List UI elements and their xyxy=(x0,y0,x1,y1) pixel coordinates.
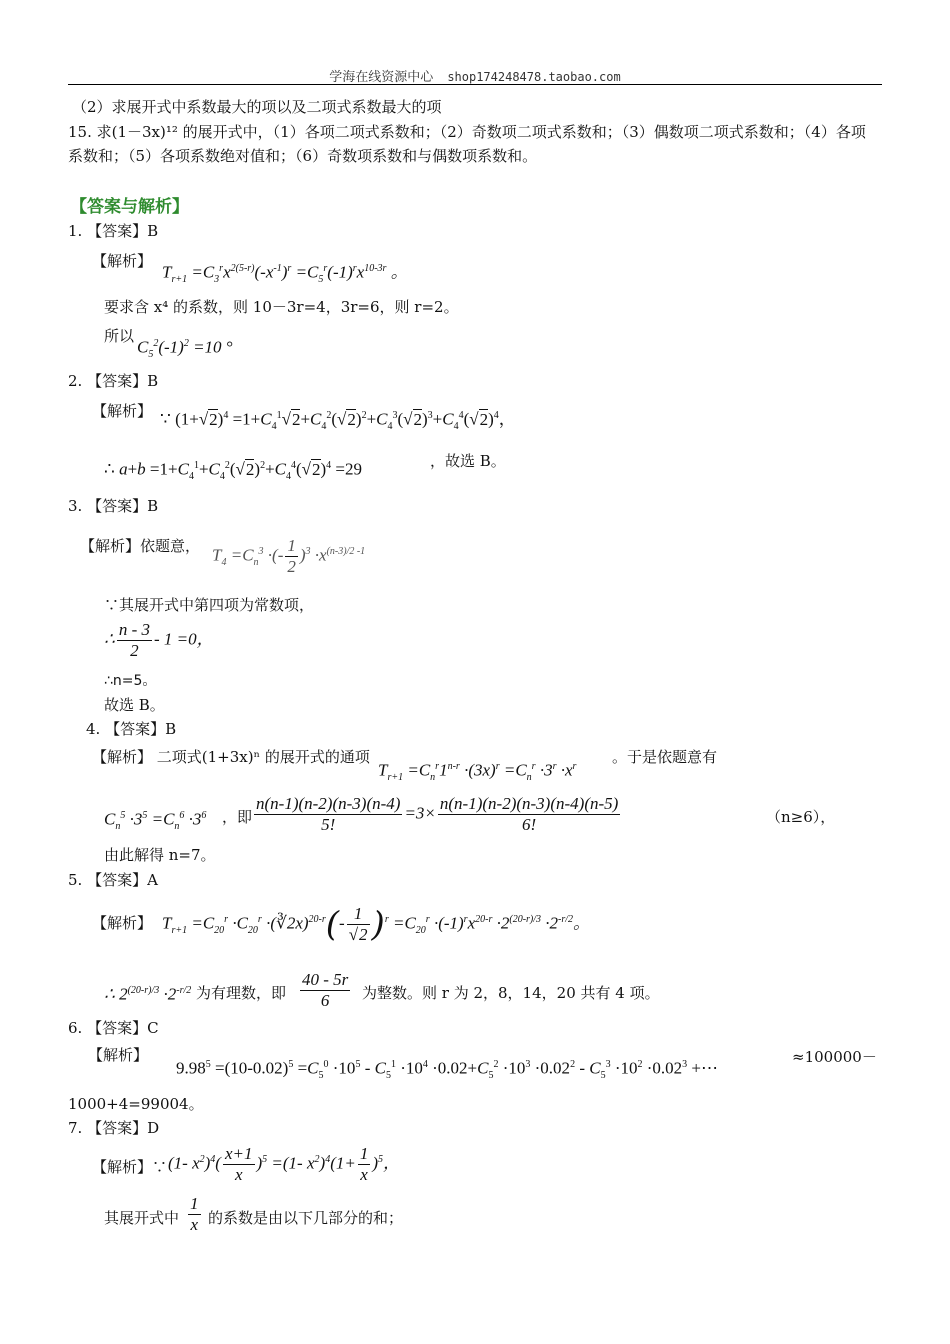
answer-7: 7. 【答案】D xyxy=(68,1119,160,1137)
answer-1: 1. 【答案】B xyxy=(68,222,159,240)
formula-4b: $C_n^5 \cdot 3^5 =C_n^6 \cdot 3^6$ xyxy=(104,809,207,833)
formula-2b: ∴ $a+b =1+C_4^1+C_4^2(√2)^2+C_4^4(√2)^4 =29$ xyxy=(104,459,363,483)
formula-3b: ∴ $\frac{n - 3}{2}$ - 1 =0， xyxy=(104,620,214,660)
formula-5a: $T_{r+1} =C_{20}^r \cdot C_{20}^r$ ·(∛2x)$^{20-r}$(- $\frac{1}{√2}$ )$^r =C_{20}^r \cdot(-1)^rx^{20-r} \cdot 2^{(20-r)/3} \cdot 2^{-r/2}$。 xyxy=(162,904,591,945)
answer-3: 3. 【答案】B xyxy=(68,497,159,515)
header-rule xyxy=(68,84,882,85)
answers-section-title: 【答案与解析】 xyxy=(70,197,189,217)
analysis-2-tail: ，故选 B。 xyxy=(430,452,506,470)
formula-3a: $T_4 =C_n^3$ ·(- $\frac{1}{2}$ )$^3 \cdot x^{(n-3)/2 -1}$ xyxy=(212,536,366,576)
formula-6: $9.98^5 =(10-0.02)^5 =C_5^0 \cdot 10^5 - C_5^1 \cdot 10^4 \cdot 0.02+C_5^2 \cdot 10^3 \cdot 0.02^2 - C_5^3 \cdot 10^2 \cdot 0.02^3$ +⋯ xyxy=(176,1058,719,1082)
analysis-3-label: 【解析】依题意， xyxy=(80,537,201,555)
formula-5b: ∴ $2^{(20-r)/3} \cdot 2^{-r/2}$ xyxy=(104,984,192,1004)
analysis-3-line4: ∴n=5。 xyxy=(104,673,157,689)
formula-2a: ∵ $(1+√2)^4 =1+C_4^1√2+C_4^2(√2)^2+C_4^3(√2)^3+C_4^4(√2)^4$， xyxy=(160,409,516,433)
q15-line1: 15. 求(1－3x)¹² 的展开式中，（1）各项二项式系数和；（2）奇数项二项式系数和；（3）偶数项二项式系数和；（4）各项 xyxy=(68,123,866,141)
q14-part2: （2）求展开式中系数最大的项以及二项式系数最大的项 xyxy=(72,98,442,116)
analysis-4-ji: ，即 xyxy=(222,808,253,826)
formula-4a: $T_{r+1} =C_n^r1^{n-r} \cdot(3x)^r =C_n^r \cdot 3^r \cdot x^r$ xyxy=(378,760,577,784)
formula-4c: $\frac{n(n-1)(n-2)(n-3)(n-4)}{5!}$ =3× $\frac{n(n-1)(n-2)(n-3)(n-4)(n-5)}{6!}$ xyxy=(256,794,619,834)
analysis-4-line3: 由此解得 n=7。 xyxy=(104,846,216,864)
answer-4: 4. 【答案】B xyxy=(86,720,177,738)
analysis-1-line2: 要求含 x⁴ 的系数，则 10－3r=4，3r=6，则 r=2。 xyxy=(104,298,459,316)
analysis-5-label: 【解析】 xyxy=(92,914,153,932)
page-header xyxy=(0,66,950,85)
formula-1b: $C_5^2(-1)^2 =10$ ° xyxy=(137,337,233,361)
analysis-4-cond: （n≥6）， xyxy=(766,808,836,826)
formula-1a: $T_{r+1} =C_3^rx^{2(5-r)}(-x^{-1})^r =C_5^r(-1)^rx^{10-3r}$ 。 xyxy=(162,262,408,286)
analysis-7-label: 【解析】∵ xyxy=(92,1158,168,1176)
answer-2: 2. 【答案】B xyxy=(68,372,159,390)
analysis-4-tail: 。于是依题意有 xyxy=(612,748,718,766)
formula-7a: (1- $x^2)^4$( $\frac{x+1}{x}$ )$^5$ =(1- $x^2)^4(1+$ $\frac{1}{x}$ )$^5$， xyxy=(168,1144,400,1184)
q15-line2: 系数和；（5）各项系数绝对值和；（6）奇数项系数和与偶数项系数和。 xyxy=(68,147,538,165)
formula-5c: $\frac{40 - 5r}{6}$ xyxy=(302,970,349,1010)
analysis-2-label: 【解析】 xyxy=(92,402,153,420)
formula-7b: $\frac{1}{x}$ xyxy=(190,1194,199,1234)
analysis-1-label: 【解析】 xyxy=(92,252,153,270)
analysis-1-line3: 所以 xyxy=(104,327,135,345)
analysis-6-tail: ≈100000－ xyxy=(792,1048,877,1066)
analysis-4-label: 【解析】 二项式(1+3x)ⁿ 的展开式的通项 xyxy=(92,748,370,766)
answer-5: 5. 【答案】A xyxy=(68,871,158,889)
answer-6: 6. 【答案】C xyxy=(68,1019,159,1037)
analysis-5-line2b: 为整数。则 r 为 2，8，14，20 共有 4 项。 xyxy=(362,984,660,1002)
analysis-6-label: 【解析】 xyxy=(88,1046,149,1064)
analysis-3-line2: ∵其展开式中第四项为常数项， xyxy=(104,596,315,614)
header-url: shop174248478.taobao.com xyxy=(447,70,621,84)
analysis-3-line5: 故选 B。 xyxy=(104,696,165,714)
analysis-7-line2b: 的系数是由以下几部分的和； xyxy=(208,1209,404,1227)
analysis-6-line2: 1000+4=99004。 xyxy=(68,1095,204,1113)
header-site: 学海在线资源中心 xyxy=(329,70,434,85)
analysis-7-line2a: 其展开式中 xyxy=(104,1209,180,1227)
analysis-5-line2a: 为有理数，即 xyxy=(196,984,287,1002)
